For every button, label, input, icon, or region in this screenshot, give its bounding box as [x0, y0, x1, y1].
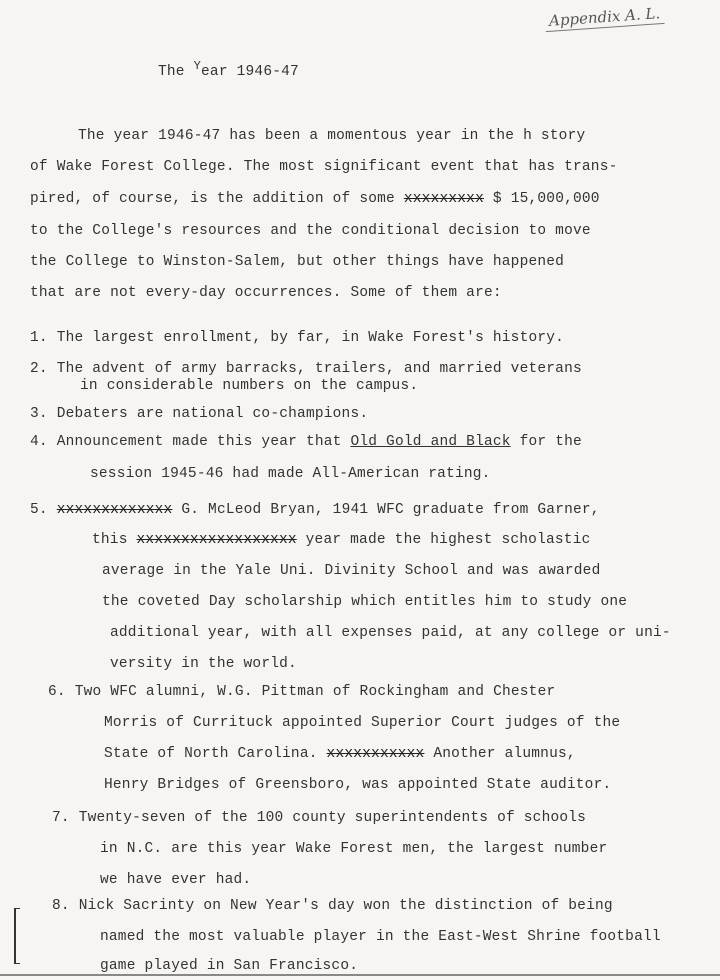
list-item-6-line-3: State of North Carolina. xxxxxxxxxxx Another alumnus,: [104, 746, 576, 762]
list-item-7-line-1: 7. Twenty-seven of the 100 county superintendents of schools: [52, 810, 587, 826]
list-item-5-line-1: 5. xxxxxxxxxxxxx G. McLeod Bryan, 1941 WFC graduate from Garner,: [30, 502, 600, 518]
intro-line-5: the College to Winston-Salem, but other things have happened: [30, 254, 565, 270]
list-item-2-line-2: in considerable numbers on the campus.: [80, 378, 419, 394]
list-item-1: 1. The largest enrollment, by far, in Wake Forest's history.: [30, 330, 565, 346]
list-item-5-line-2: this xxxxxxxxxxxxxxxxxx year made the highest scholastic: [92, 532, 591, 548]
handwritten-annotation: Appendix A. L.: [544, 4, 664, 32]
list-item-7-line-2: in N.C. are this year Wake Forest men, the largest number: [100, 841, 608, 857]
page-title: The $^Y$ear 1946-47: [158, 59, 299, 80]
newspaper-title: Old Gold and Black: [350, 434, 511, 450]
intro-line-6: that are not every-day occurrences. Some of them are:: [30, 285, 502, 301]
intro-line-1: The year 1946-47 has been a momentous year in the h story: [78, 128, 586, 144]
list-item-8-line-2: named the most valuable player in the East-West Shrine football: [100, 929, 661, 945]
list-item-6-line-1: 6. Two WFC alumni, W.G. Pittman of Rockingham and Chester: [48, 684, 556, 700]
margin-bracket: [14, 908, 20, 964]
list-item-6-line-4: Henry Bridges of Greensboro, was appointed State auditor.: [104, 777, 612, 793]
page-bottom-edge: [0, 974, 720, 976]
list-item-2-line-1: 2. The advent of army barracks, trailers, and married veterans: [30, 361, 582, 377]
list-item-5-line-3: average in the Yale Uni. Divinity School and was awarded: [102, 563, 601, 579]
list-item-5-line-6: versity in the world.: [110, 656, 297, 672]
list-item-3: 3. Debaters are national co-champions.: [30, 406, 369, 422]
list-item-4-line-1: 4. Announcement made this year that Old Gold and Black for the: [30, 434, 582, 450]
intro-line-2: of Wake Forest College. The most significant event that has trans-: [30, 159, 618, 175]
list-item-4-line-2: session 1945-46 had made All-American rating.: [90, 466, 491, 482]
list-item-5-line-5: additional year, with all expenses paid, at any college or uni-: [110, 625, 671, 641]
list-item-7-line-3: we have ever had.: [100, 872, 252, 888]
intro-line-4: to the College's resources and the conditional decision to move: [30, 223, 591, 239]
list-item-6-line-2: Morris of Currituck appointed Superior Court judges of the: [104, 715, 621, 731]
list-item-5-line-4: the coveted Day scholarship which entitles him to study one: [102, 594, 628, 610]
list-item-8-line-1: 8. Nick Sacrinty on New Year's day won the distinction of being: [52, 898, 613, 914]
list-item-8-line-3: game played in San Francisco.: [100, 958, 359, 974]
intro-line-3: pired, of course, is the addition of some xxxxxxxxx $ 15,000,000: [30, 191, 600, 207]
